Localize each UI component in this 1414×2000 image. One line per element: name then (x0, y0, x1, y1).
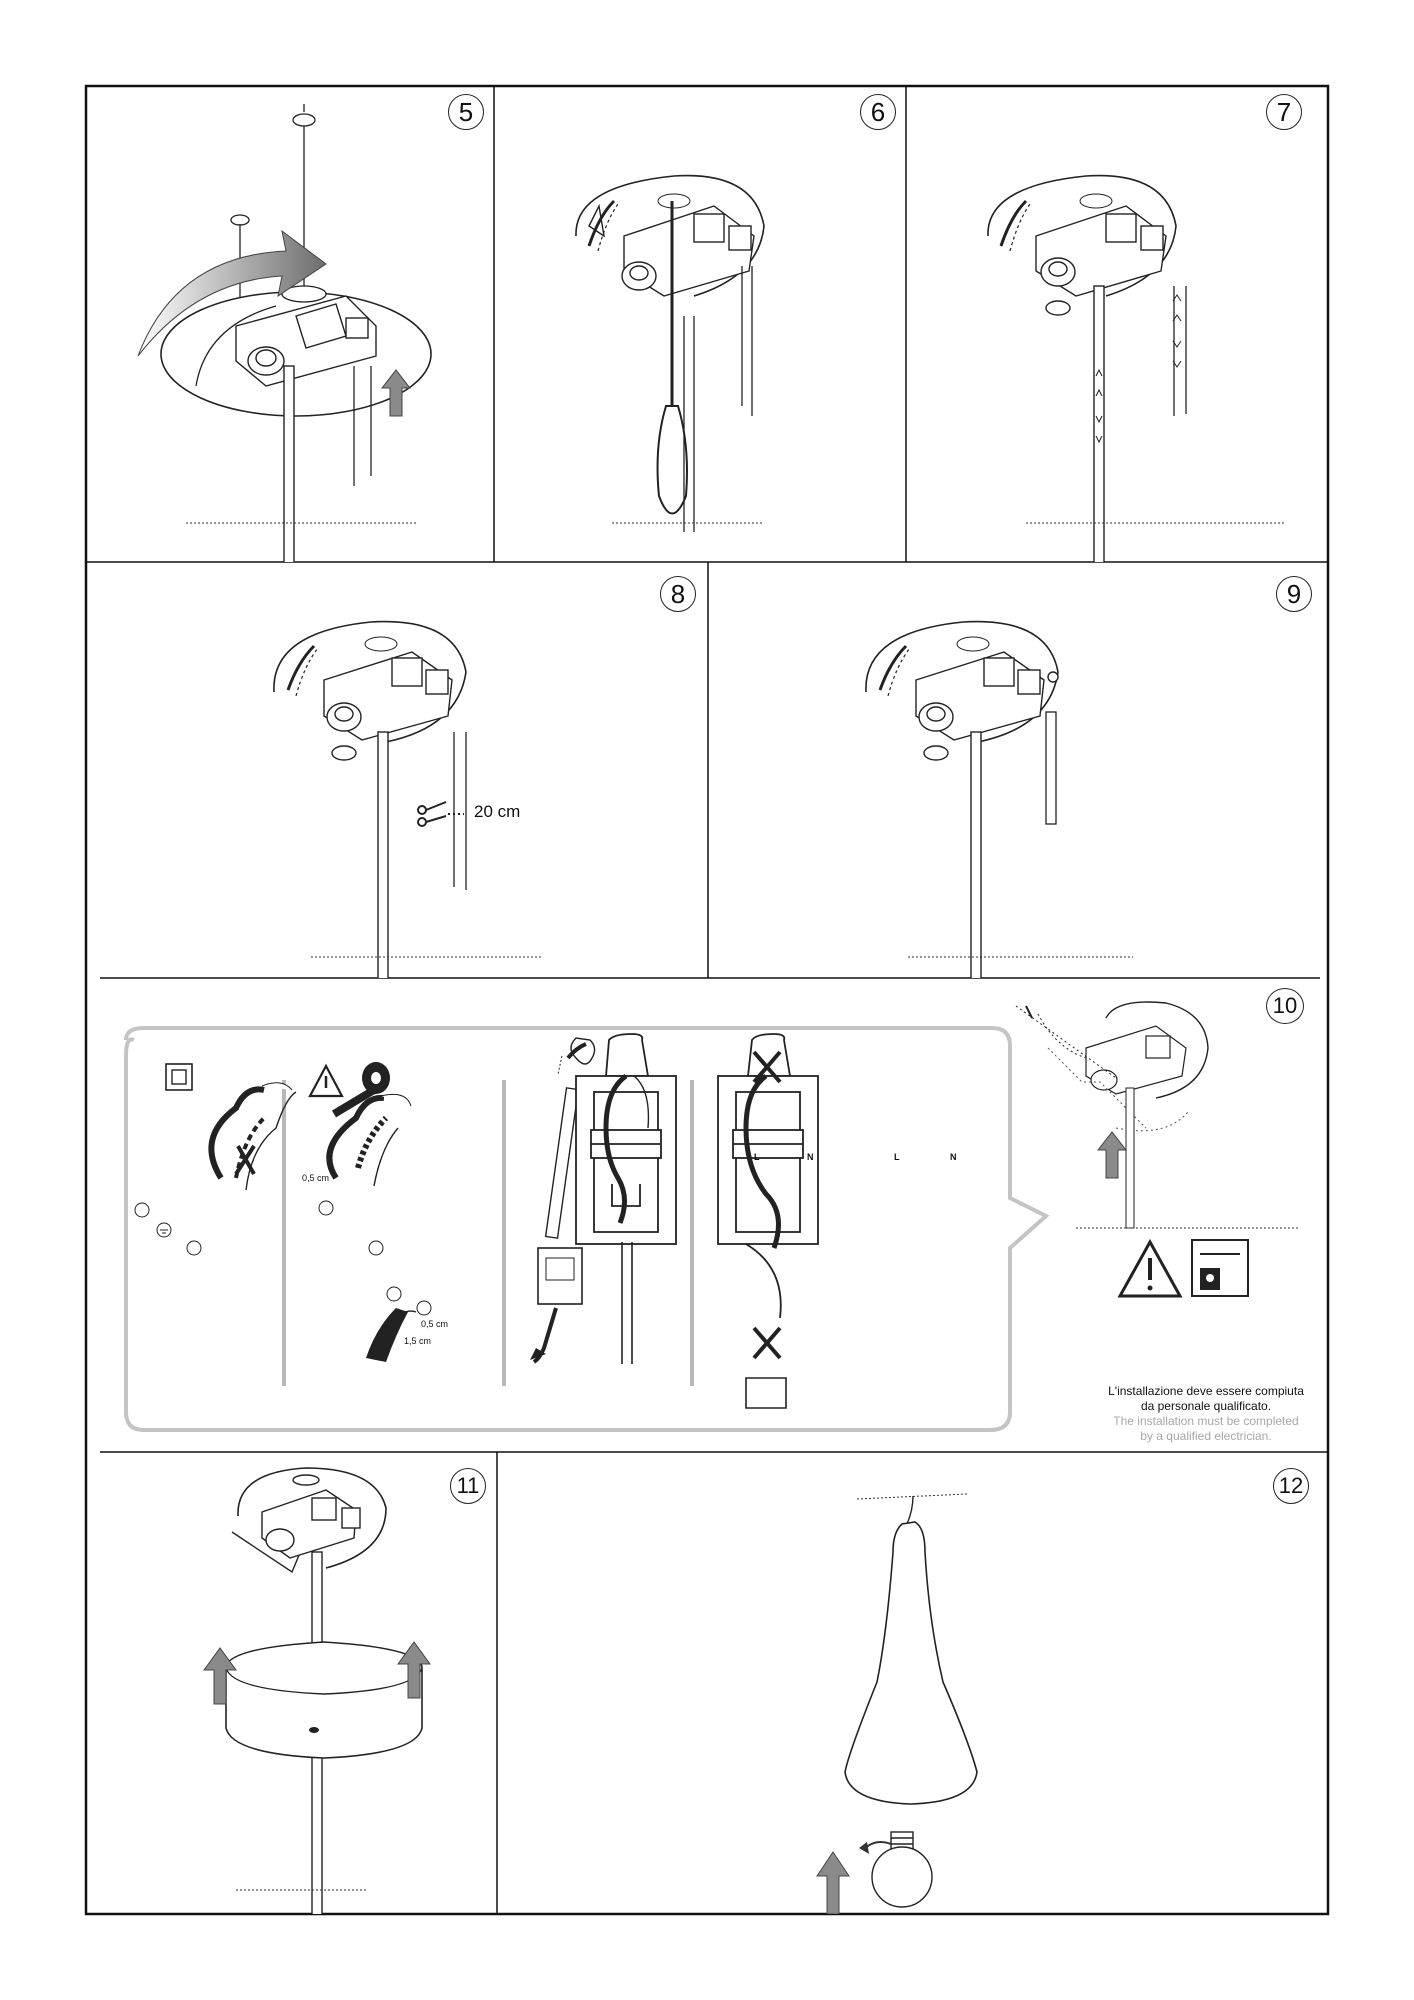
step-8-panel (86, 562, 708, 978)
connector-correct (576, 1034, 676, 1244)
step-number: 11 (450, 1468, 486, 1504)
step-number: 6 (860, 94, 896, 130)
step-6-panel (494, 86, 906, 562)
wire-label-l: L (754, 1152, 760, 1162)
step-number: 7 (1266, 94, 1302, 130)
arrow-up-icon (1098, 1132, 1126, 1178)
safety-note (1086, 1384, 1326, 1444)
step-number: 8 (660, 576, 696, 612)
scissors-icon (418, 802, 464, 826)
step-8-illustration (86, 562, 708, 978)
wire-label-l: L (894, 1152, 900, 1162)
connector-incorrect (718, 1034, 818, 1318)
arrow-up-icon (817, 1852, 849, 1914)
cross-icon (236, 1146, 254, 1174)
step-9-panel (708, 562, 1328, 978)
cut-length-label: 20 cm (474, 802, 521, 821)
step-11-illustration (86, 1452, 497, 1914)
unplug-icon (1192, 1240, 1248, 1296)
safety-note-it-line2: da personale qualificato. (1140, 1399, 1272, 1413)
strip-length-label: 0,5 cm (302, 1173, 330, 1183)
step-12-panel (497, 1452, 1328, 1914)
step-10-panel (86, 978, 1328, 1452)
safety-note-it-line1: L'installazione deve essere compiuta (1108, 1384, 1304, 1398)
step-5-illustration (86, 86, 494, 562)
step-number: 9 (1276, 576, 1312, 612)
step-11-panel (86, 1452, 497, 1914)
safety-note-en-line1: The installation must be completed (1113, 1414, 1299, 1428)
bulb-icon (872, 1832, 932, 1907)
safety-note-en-line2: by a qualified electrician. (1140, 1429, 1272, 1443)
step-7-panel (906, 86, 1328, 562)
step-7-illustration (906, 86, 1328, 562)
step-9-illustration (708, 562, 1328, 978)
step-6-illustration (494, 86, 906, 562)
step-number: 12 (1273, 1468, 1309, 1504)
step-12-illustration (497, 1452, 1328, 1914)
step-5-panel (86, 86, 494, 562)
step-number: 5 (448, 94, 484, 130)
cross-icon (754, 1328, 780, 1358)
step-10-illustration (86, 978, 1328, 1452)
step-number: 10 (1266, 988, 1304, 1024)
strip-length-label: 1,5 cm (404, 1336, 432, 1346)
wire-label-n: N (807, 1152, 814, 1162)
wire-label-n: N (950, 1152, 957, 1162)
double-insulation-icon (166, 1064, 192, 1090)
strip-length-label: 0,5 cm (421, 1319, 449, 1329)
